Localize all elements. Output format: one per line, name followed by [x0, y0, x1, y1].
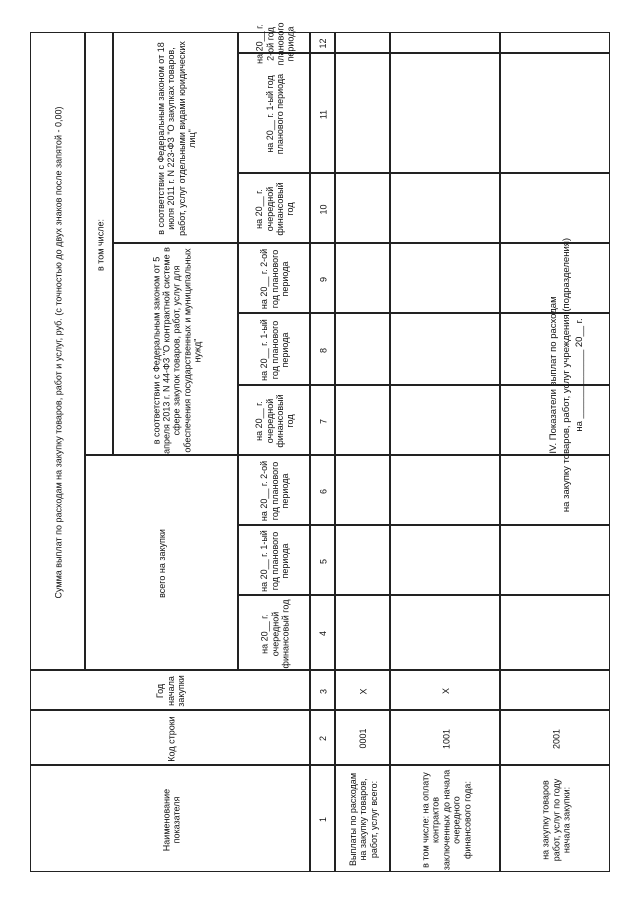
table-cell	[390, 173, 500, 243]
table-cell-text	[336, 456, 391, 526]
col-header-year	[30, 670, 310, 710]
table-cell-text	[391, 314, 501, 386]
col-number	[310, 595, 335, 670]
row-year-text: X	[358, 688, 369, 695]
col-number-text: 6	[318, 488, 329, 494]
col-header-period	[238, 53, 310, 173]
table-cell-text	[501, 596, 611, 671]
col-header-period-text: на 20__ г. 1-ый год планового периода	[259, 530, 291, 592]
col-header-period-text: на 20__ г. очередной финансовый год	[259, 599, 291, 668]
table-cell-text	[336, 526, 391, 596]
table-cell-text	[336, 174, 391, 244]
row-name-text: на закупку товаров работ, услуг по году начала закупки:	[540, 778, 572, 861]
table-cell	[335, 525, 390, 595]
table-cell-text	[336, 33, 391, 54]
table-cell	[500, 385, 610, 455]
col-header-period	[238, 243, 310, 313]
row-name-text: в том числе: на оплату контрактов заключенных до начала очередного финансового года:	[420, 769, 472, 870]
table-cell	[335, 53, 390, 173]
col-header-sum-text: Сумма выплат по расходам на закупку товаров, работ и услуг, руб. (с точностью до двух знаков после запятой - 0,00)	[53, 106, 64, 598]
table-cell	[390, 32, 500, 53]
col-header-period-text: на 20__ г. 2-ой год планового периода	[254, 22, 296, 65]
row-name-text: Выплаты по расходам на закупку товаров, работ, услуг всего:	[347, 772, 379, 867]
table-cell-text	[501, 314, 611, 386]
table-cell	[335, 243, 390, 313]
table-cell-text	[391, 526, 501, 596]
table-cell-text	[391, 244, 501, 314]
row-name	[500, 765, 610, 872]
row-code	[390, 710, 500, 765]
col-header-law223-text: в соответствии с Федеральным законом от 18 июля 2011 г. N 223-ФЗ "О закупках товаров, работ, услуг отдельными видами юридических лиц"	[155, 41, 197, 236]
row-code	[500, 710, 610, 765]
col-number	[310, 525, 335, 595]
row-code-text: 2001	[550, 728, 561, 749]
table-cell	[390, 313, 500, 385]
table-cell-text	[336, 386, 391, 456]
table-cell-text	[391, 596, 501, 671]
col-header-period-text: на 20__ г. 1-ый год планового периода	[264, 73, 285, 155]
table-cell	[390, 455, 500, 525]
col-header-period	[238, 385, 310, 455]
col-header-total	[85, 455, 238, 670]
col-number	[310, 243, 335, 313]
row-code-text: 0001	[358, 728, 369, 749]
col-header-period	[238, 22, 310, 65]
col-header-including-text: в том числе:	[94, 218, 105, 271]
col-header-period-text: на 20__ г. очередной финансовый год	[254, 394, 296, 448]
col-header-law44	[113, 243, 238, 455]
col-header-period-text: на 20__ г. 1-ый год планового периода	[259, 319, 291, 381]
row-name	[390, 765, 500, 872]
table-cell	[390, 243, 500, 313]
col-header-period-text: на 20__ г. 2-ой год планового периода	[259, 460, 291, 522]
col-number-text: 9	[318, 276, 329, 282]
col-header-period	[238, 595, 310, 670]
col-number-text: 4	[318, 631, 329, 637]
col-header-sum	[30, 32, 85, 670]
col-header-code	[30, 710, 310, 765]
col-number-text: 1	[318, 817, 329, 823]
table-cell	[500, 173, 610, 243]
col-header-code-text: Код строки	[165, 715, 176, 762]
table-cell	[335, 313, 390, 385]
col-header-name-text: Наименование показателя	[160, 788, 181, 851]
table-cell-text	[501, 54, 611, 174]
table-cell	[390, 385, 500, 455]
table-cell	[500, 455, 610, 525]
table-cell-text	[391, 174, 501, 244]
col-header-total-text: всего на закупки	[157, 529, 168, 598]
row-code	[335, 710, 390, 765]
row-year-text: X	[440, 688, 451, 695]
col-number-text: 10	[318, 204, 329, 215]
table-cell	[500, 53, 610, 173]
table-cell-text	[336, 54, 391, 174]
row-name	[335, 765, 390, 872]
col-header-period-text: на 20__ г. очередной финансовый год	[254, 182, 296, 236]
col-number-text: 8	[318, 347, 329, 353]
col-header-period	[238, 173, 310, 243]
col-header-period-text: на 20__ г. 2-ой год планового периода	[259, 248, 291, 310]
table-cell	[500, 313, 610, 385]
table-cell	[335, 385, 390, 455]
header-title: IV. Показатели выплат по расходам	[548, 296, 559, 454]
col-number	[310, 765, 335, 872]
table-cell-text	[391, 33, 501, 54]
col-number-text: 2	[318, 736, 329, 742]
col-header-law44-text: в соответствии с Федеральным законом от 5 апреля 2013 г. N 44-ФЗ "О контрактной системе в сфере закупок товаров, работ, услуг для обеспечения государственных и муниципальных нужд"	[150, 246, 203, 454]
table-cell	[500, 595, 610, 670]
table-cell-text	[391, 386, 501, 456]
col-header-period	[238, 313, 310, 385]
table-cell-text	[501, 244, 611, 314]
col-number-text: 3	[318, 688, 329, 694]
col-header-including	[85, 32, 113, 455]
col-number	[310, 173, 335, 243]
col-header-law223	[113, 32, 238, 243]
table-cell	[390, 53, 500, 173]
col-header-name	[30, 765, 310, 872]
col-header-year-text: Год начала закупки	[155, 675, 187, 707]
col-number	[310, 53, 335, 173]
col-number-text: 7	[318, 418, 329, 424]
row-year	[500, 670, 610, 710]
table-cell-text	[336, 244, 391, 314]
table-cell	[335, 595, 390, 670]
col-number	[310, 385, 335, 455]
col-header-period	[238, 525, 310, 595]
table-cell	[335, 455, 390, 525]
table-cell	[500, 525, 610, 595]
col-number	[310, 710, 335, 765]
col-number-text: 12	[318, 38, 329, 49]
table-cell-text	[391, 54, 501, 174]
col-number	[310, 670, 335, 710]
table-cell-text	[501, 174, 611, 244]
row-year	[335, 670, 390, 710]
table-cell	[500, 243, 610, 313]
col-header-period	[238, 455, 310, 525]
col-number	[310, 313, 335, 385]
row-code-text: 1001	[440, 728, 451, 749]
col-number	[310, 455, 335, 525]
table-cell-text	[336, 596, 391, 671]
header-date-line: на _____________ 20__ г.	[574, 318, 585, 432]
table-cell	[500, 32, 610, 53]
col-number	[310, 32, 335, 53]
col-number-text: 5	[318, 558, 329, 564]
col-number-text: 11	[318, 109, 329, 119]
row-year-text	[501, 671, 611, 711]
row-year	[390, 670, 500, 710]
table-cell-text	[501, 526, 611, 596]
table-cell	[390, 595, 500, 670]
table-cell-text	[501, 33, 611, 54]
table-cell	[390, 525, 500, 595]
table-cell-text	[391, 456, 501, 526]
table-cell	[335, 32, 390, 53]
table-cell-text	[501, 386, 611, 456]
header-subtitle: на закупку товаров, работ, услуг учреждения (подразделения)	[561, 237, 572, 513]
table-cell	[335, 173, 390, 243]
table-cell-text	[336, 314, 391, 386]
table-cell-text	[501, 456, 611, 526]
